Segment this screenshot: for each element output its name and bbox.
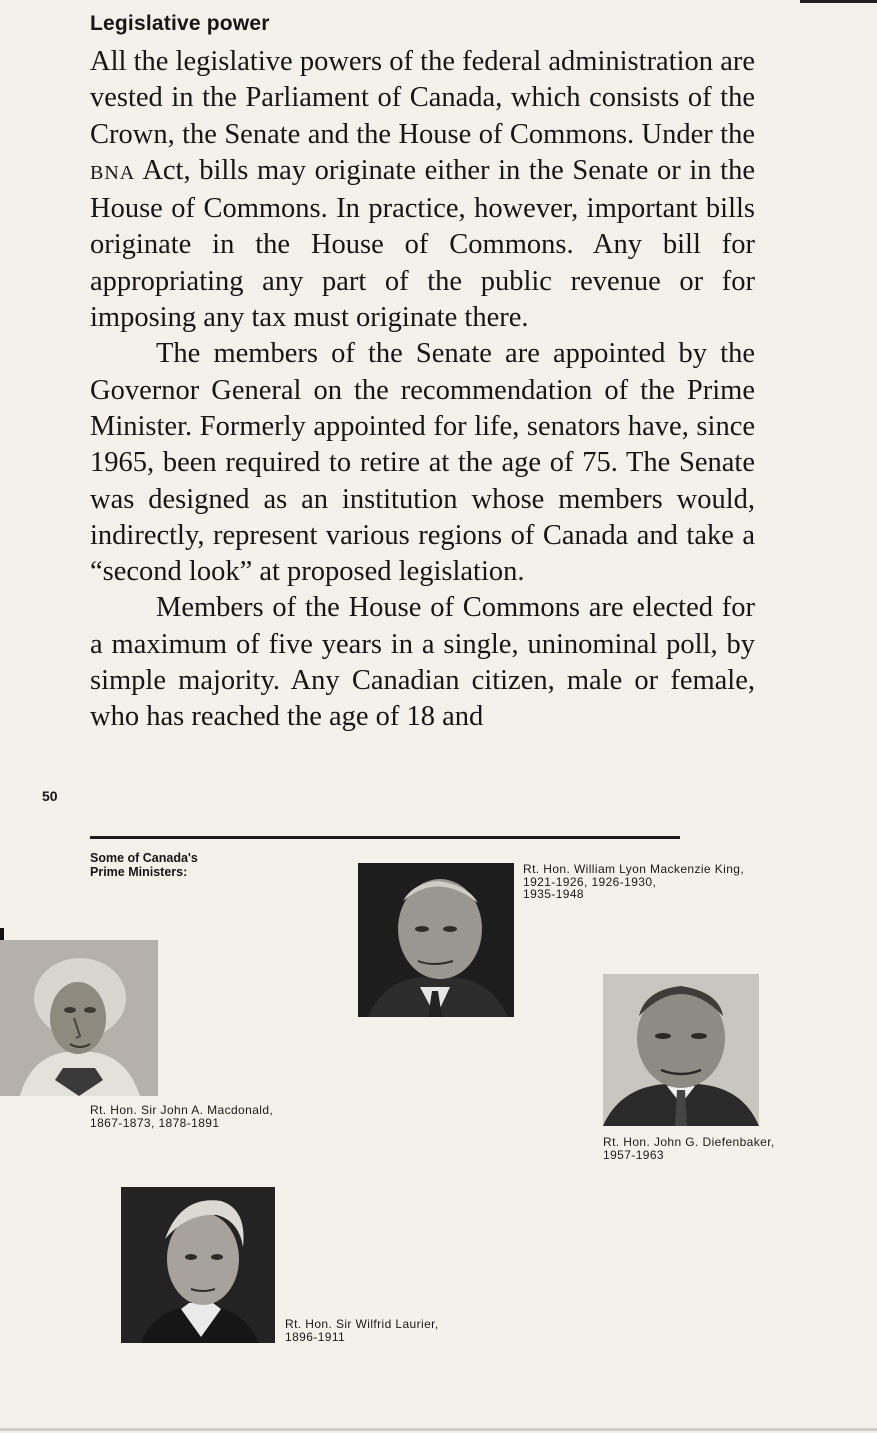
caption-heading: [90, 851, 290, 879]
portrait-photo-icon: [358, 863, 514, 1017]
caption-king: [523, 863, 744, 901]
portrait-laurier: [121, 1187, 275, 1343]
caption-laurier: [285, 1318, 439, 1343]
caption-heading-line-1: Some of Canada's: [90, 851, 198, 865]
caption-macdonald-years: 1867-1873, 1878-1891: [90, 1115, 220, 1130]
caption-laurier-years: 1896-1911: [285, 1329, 346, 1344]
body-text: [90, 44, 755, 736]
paragraph-2: The members of the Senate are appointed by the Governor General on the recommendation of the Prime Minister. Formerly appointed for life, senators have, since 1965, been required to retire at the age of 75. The Senate was designed as an institution whose members would, indirectly, represent various regions of Canada and take a “second look” at proposed legislation.: [90, 338, 755, 588]
bna-abbreviation: BNA: [90, 161, 136, 184]
portrait-diefenbaker: [603, 974, 759, 1126]
section-heading: Legislative power: [90, 12, 270, 35]
caption-diefenbaker-years: 1957-1963: [603, 1147, 664, 1162]
portrait-photo-icon: [121, 1187, 275, 1343]
caption-king-name: Rt. Hon. William Lyon Mackenzie King,: [523, 862, 745, 876]
caption-king-years-2: 1935-1948: [523, 887, 584, 901]
paragraph-1-part-b: Act, bills may originate either in the Senate or in the House of Commons. In practice, however, important bills originate in the House of Commons. Any bill for appropriating any part of the public revenue or for imposing any tax must originate there.: [90, 154, 755, 334]
caption-diefenbaker: [603, 1136, 775, 1161]
page-top-rule: [800, 0, 877, 3]
portrait-macdonald: [0, 940, 158, 1096]
portrait-king: [358, 863, 514, 1017]
bottom-page-edge: [0, 1428, 877, 1431]
paragraph-1: [90, 44, 755, 336]
page-number: 50: [42, 788, 58, 804]
section-divider: [90, 836, 680, 839]
portrait-photo-icon: [0, 940, 158, 1096]
caption-macdonald-name: Rt. Hon. Sir John A. Macdonald,: [90, 1103, 274, 1117]
caption-macdonald: [90, 1104, 273, 1129]
caption-laurier-name: Rt. Hon. Sir Wilfrid Laurier,: [285, 1317, 439, 1331]
paragraph-1-part-a: All the legislative powers of the federal administration are vested in the Parliament of Canada, which consists of the Crown, the Senate and the House of Commons. Under the: [90, 46, 755, 150]
paragraph-3: Members of the House of Commons are elected for a maximum of five years in a single, uninominal poll, by simple majority. Any Canadian citizen, male or female, who has reached the age of 18 and: [90, 592, 755, 733]
caption-king-years-1: 1921-1926, 1926-1930,: [523, 874, 657, 889]
portrait-photo-icon: [603, 974, 759, 1126]
caption-diefenbaker-name: Rt. Hon. John G. Diefenbaker,: [603, 1135, 775, 1149]
caption-heading-line-2: Prime Ministers:: [90, 865, 188, 879]
